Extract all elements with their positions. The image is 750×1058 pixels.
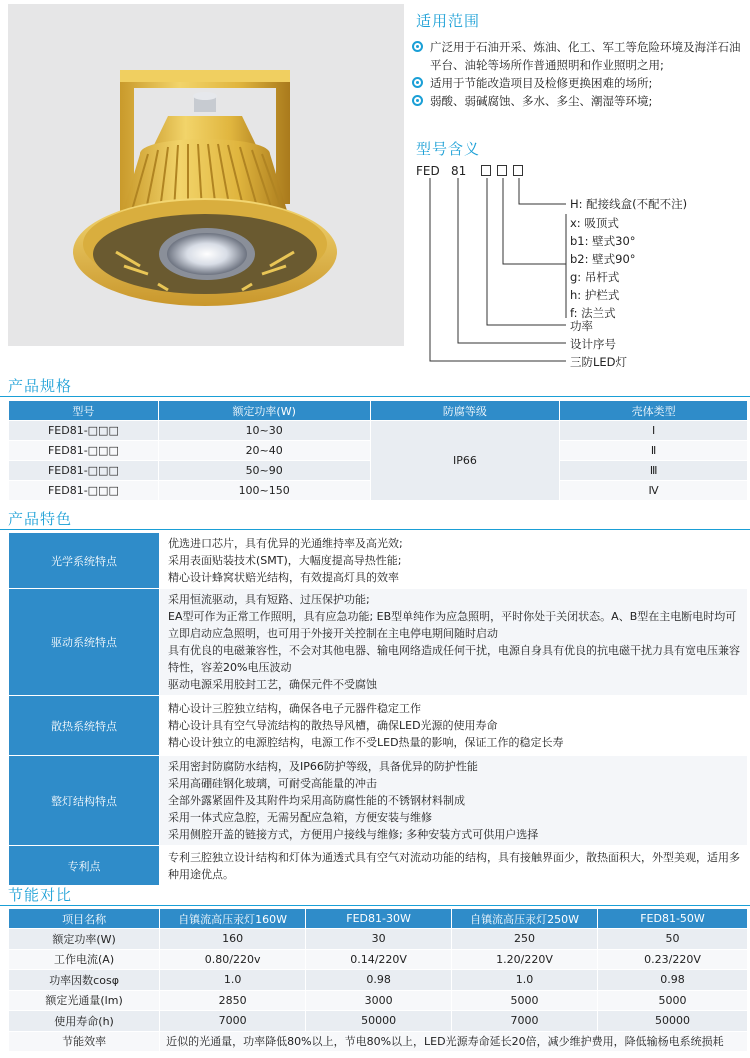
cell-rating: IP66 (370, 421, 560, 501)
scope-text: 适用于节能改造项目及检修更换困难的场所; (430, 76, 653, 90)
summary-text: 近似的光通量，功率降低80%以上，节电80%以上，LED光源寿命延长20倍，减少维护费用，降低输杨电系统损耗 (160, 1031, 748, 1052)
model-label: x: 吸顶式 (570, 216, 619, 230)
model-label: b2: 壁式90° (570, 252, 636, 266)
table-cell: 1.20/220V (452, 949, 598, 970)
features-table (8, 532, 748, 886)
table-cell: 160 (160, 929, 306, 950)
comparison-title: 节能对比 (8, 886, 73, 904)
circle-bullet-icon (412, 41, 423, 52)
comparison-table (8, 908, 748, 1052)
table-cell: 0.98 (306, 970, 452, 991)
model-label: 设计序号 (570, 337, 616, 351)
cell-model: FED81-□□□ (9, 481, 159, 501)
table-cell: 30 (306, 929, 452, 950)
model-label: f: 法兰式 (570, 306, 616, 320)
feature-group-body (160, 533, 748, 589)
column-header: 型号 (9, 401, 159, 421)
table-cell: 0.14/220V (306, 949, 452, 970)
row-label: 额定光通量(lm) (9, 990, 160, 1011)
table-row (9, 589, 748, 696)
feature-group-name: 散热系统特点 (9, 696, 160, 756)
feature-line: 精心设计具有空气导流结构的散热导风槽，确保LED光源的使用寿命 (168, 719, 498, 732)
table-header-row (9, 401, 748, 421)
table-cell: 50000 (306, 1011, 452, 1032)
scope-text: 弱酸、弱碱腐蚀、多水、多尘、潮湿等环境; (430, 94, 653, 108)
row-label: 工作电流(A) (9, 949, 160, 970)
table-row (9, 970, 748, 991)
feature-group-body (160, 846, 748, 886)
divider (0, 905, 750, 906)
table-cell: 7000 (160, 1011, 306, 1032)
feature-line: 具有优良的电磁兼容性，不会对其他电器、输电网络造成任何干扰，电源自身具有优良的抗电磁干扰力具有宽电压兼容特性，容差20%电压波动 (168, 644, 740, 674)
feature-group-name: 专利点 (9, 846, 160, 886)
table-cell: 3000 (306, 990, 452, 1011)
table-cell: 50000 (598, 1011, 748, 1032)
table-cell: 50 (598, 929, 748, 950)
column-header: 壳体类型 (560, 401, 748, 421)
model-placeholder-box (481, 165, 491, 176)
model-label: H: 配接线盒(不配不注) (570, 197, 688, 211)
feature-group-body (160, 756, 748, 846)
row-label: 功率因数cosφ (9, 970, 160, 991)
scope-title: 适用范围 (416, 12, 481, 30)
feature-group-body (160, 589, 748, 696)
feature-line: 驱动电源采用胶封工艺，确保元件不受腐蚀 (168, 678, 377, 691)
column-header: FED81-50W (598, 909, 748, 929)
model-label: 三防LED灯 (570, 355, 628, 369)
cell-model: FED81-□□□ (9, 421, 159, 441)
feature-line: 精心设计三腔独立结构，确保各电子元器件稳定工作 (168, 702, 421, 715)
table-cell: 0.80/220v (160, 949, 306, 970)
feature-group-name: 光学系统特点 (9, 533, 160, 589)
table-row (9, 990, 748, 1011)
features-title: 产品特色 (8, 510, 73, 528)
table-cell: 1.0 (452, 970, 598, 991)
table-row (9, 949, 748, 970)
column-header: 自镇流高压汞灯160W (160, 909, 306, 929)
product-photo (8, 4, 404, 346)
specs-title: 产品规格 (8, 377, 73, 395)
scope-list (412, 38, 744, 110)
table-cell: 5000 (452, 990, 598, 1011)
feature-line: 全部外露紧固件及其附件均采用高防腐性能的不锈钢材料制成 (168, 794, 465, 807)
model-title: 型号含义 (416, 140, 481, 158)
table-row (9, 696, 748, 756)
table-cell: 250 (452, 929, 598, 950)
divider (0, 396, 750, 397)
feature-line: 精心设计独立的电源腔结构，电源工作不受LED热量的影响，保证工作的稳定长寿 (168, 736, 564, 749)
column-header: 项目名称 (9, 909, 160, 929)
feature-group-body (160, 696, 748, 756)
table-cell: 0.98 (598, 970, 748, 991)
cell-power: 10~30 (158, 421, 370, 441)
feature-line: 采用侧腔开盖的链接方式，方便用户接线与维修; 多种安装方式可供用户选择 (168, 828, 539, 841)
row-label: 额定功率(W) (9, 929, 160, 950)
feature-line: 优选进口芯片，具有优异的光通维持率及高光效; (168, 537, 403, 550)
model-prefix: FED (416, 164, 440, 178)
table-row (9, 421, 748, 441)
column-header: 自镇流高压汞灯250W (452, 909, 598, 929)
specs-table (8, 400, 748, 501)
row-label: 使用寿命(h) (9, 1011, 160, 1032)
table-cell: 1.0 (160, 970, 306, 991)
feature-line: 专利三腔独立设计结构和灯体为通透式具有空气对流动功能的结构，具有接触界面少，散热面积大，外型美观，适用多种用途优点。 (168, 850, 740, 881)
list-item (412, 38, 744, 74)
cell-shell: Ⅰ (560, 421, 748, 441)
table-cell: 0.23/220V (598, 949, 748, 970)
led-lamp-image (8, 4, 404, 346)
feature-line: 采用表面贴装技术(SMT)，大幅度提高导热性能; (168, 554, 402, 567)
model-label: b1: 壁式30° (570, 234, 636, 248)
model-label: 功率 (570, 319, 593, 333)
feature-line: 采用高硼硅钢化玻璃，可耐受高能量的冲击 (168, 777, 377, 790)
table-row (9, 756, 748, 846)
feature-group-name: 驱动系统特点 (9, 589, 160, 696)
table-cell: 7000 (452, 1011, 598, 1032)
feature-line: 采用恒流驱动，具有短路、过压保护功能; (168, 593, 370, 606)
feature-line: 采用密封防腐防水结构，及IP66防护等级，具备优异的防护性能 (168, 760, 478, 773)
cell-shell: Ⅲ (560, 461, 748, 481)
divider (0, 529, 750, 530)
cell-shell: Ⅱ (560, 441, 748, 461)
model-placeholder-box (497, 165, 507, 176)
circle-bullet-icon (412, 77, 423, 88)
feature-line: 精心设计蜂窝状赔光结构，有效提高灯具的效率 (168, 571, 399, 584)
column-header: 防腐等级 (370, 401, 560, 421)
feature-group-name: 整灯结构特点 (9, 756, 160, 846)
table-cell: 2850 (160, 990, 306, 1011)
scope-text: 广泛用于石油开采、炼油、化工、军工等危险环境及海洋石油平台、油轮等场所作普通照明和作业照明之用; (430, 40, 741, 72)
feature-line: EA型可作为正常工作照明，具有应急功能; EB型单纯作为应急照明，平时你处于关闭状态。A、B型在主电断电时均可立即启动应急照明，也可用于外接开关控制在主电停电期间随时启动 (168, 610, 737, 640)
model-label: h: 护栏式 (570, 288, 620, 302)
cell-shell: Ⅳ (560, 481, 748, 501)
cell-power: 50~90 (158, 461, 370, 481)
column-header: 额定功率(W) (158, 401, 370, 421)
table-row (9, 1011, 748, 1032)
list-item (412, 92, 744, 110)
feature-line: 采用一体式应急腔，无需另配应急箱，方便安装与维修 (168, 811, 432, 824)
row-label: 节能效率 (9, 1031, 160, 1052)
cell-model: FED81-□□□ (9, 441, 159, 461)
circle-bullet-icon (412, 95, 423, 106)
table-row (9, 533, 748, 589)
list-item (412, 74, 744, 92)
cell-model: FED81-□□□ (9, 461, 159, 481)
column-header: FED81-30W (306, 909, 452, 929)
table-row (9, 1031, 748, 1052)
table-cell: 5000 (598, 990, 748, 1011)
cell-power: 20~40 (158, 441, 370, 461)
table-row (9, 929, 748, 950)
cell-power: 100~150 (158, 481, 370, 501)
model-series: 81 (451, 164, 467, 178)
model-label: g: 吊杆式 (570, 270, 620, 284)
table-row (9, 846, 748, 886)
model-placeholder-box (513, 165, 523, 176)
table-header-row (9, 909, 748, 929)
